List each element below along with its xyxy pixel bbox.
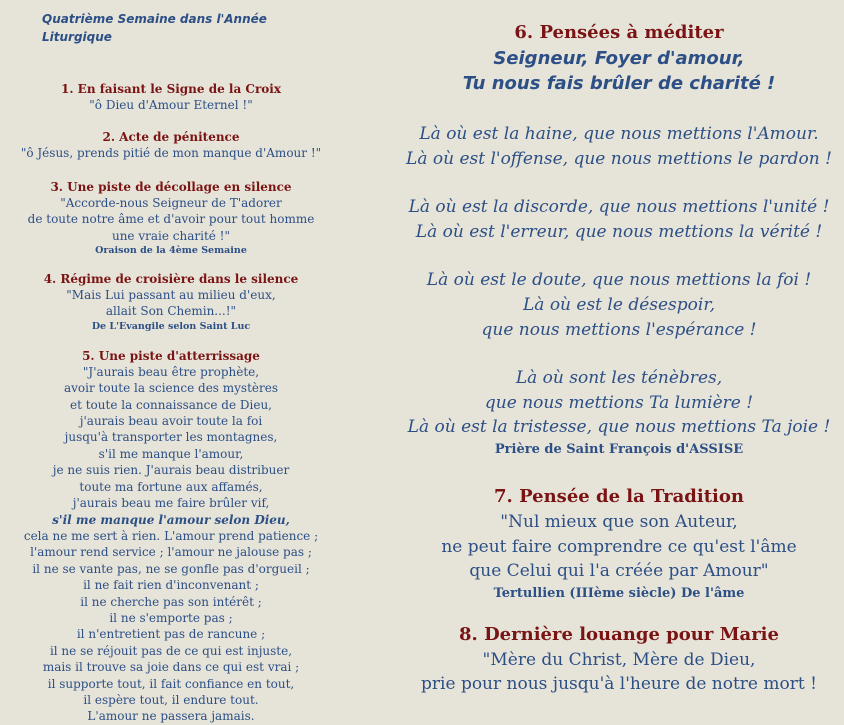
section-title: 1. En faisant le Signe de la Croix [60,82,282,96]
source-citation: Prière de Saint François d'ASSISE [494,441,744,457]
section-meditation [400,20,838,460]
text-line: j'aurais beau avoir toute la foi [79,414,263,429]
landing-lines-b [6,528,336,725]
text-line: cela ne me sert à rien. L'amour prend patience ; [23,528,319,543]
section-landing [6,348,336,725]
section-penitence [6,129,336,161]
quote-line: ne peut faire comprendre ce qu'est l'âme [441,536,797,557]
prayer-line: Là où est l'offense, que nous mettions le pardon ! [406,148,832,169]
text-line: avoir toute la science des mystères [63,381,279,396]
prayer-line: Là où sont les ténèbres, [515,368,723,389]
text-line: de toute notre âme et d'avoir pour tout homme [27,212,315,227]
subtitle-line: Tu nous fais brûler de charité ! [462,73,776,94]
text-line: il espère tout, il endure tout. [83,692,259,707]
section-title: 7. Pensée de la Tradition [494,485,744,507]
source-citation: Tertullien (IIIème siècle) De l'âme [493,585,745,601]
text-line: il ne s'emporte pas ; [109,610,233,625]
prayer-line: que nous mettions Ta lumière ! [484,392,754,413]
prayer-line: que nous mettions l'espérance ! [481,319,757,340]
text-line: allait Son Chemin...!" [105,304,237,319]
quote-line: "Mère du Christ, Mère de Dieu, [482,649,756,670]
quote-line: "Nul mieux que son Auteur, [500,511,738,532]
section-tradition [400,484,838,604]
section-title: 2. Acte de pénitence [102,130,240,145]
text-line: mais il trouve sa joie dans ce qui est vrai ; [42,660,300,675]
quote-line: prie pour nous jusqu'à l'heure de notre mort ! [421,674,817,695]
text-line: il ne se vante pas, ne se gonfle pas d'orgueil ; [32,561,310,576]
section-cruise [6,271,336,334]
source-citation: De L'Evangile selon Saint Luc [91,320,251,332]
text-line: "Mais Lui passant au milieu d'eux, [66,288,276,303]
left-column [6,10,336,725]
landing-lines-a [6,364,336,512]
section-title: 4. Régime de croisière dans le silence [43,272,299,287]
text-line: "J'aurais beau être prophète, [82,364,260,379]
subtitle-line: Seigneur, Foyer d'amour, [493,48,745,69]
prayer-line: Là où est la tristesse, que nous mettions Ta joie ! [407,417,831,438]
text-line: il ne fait rien d'inconvenant ; [83,578,259,593]
right-column [400,20,838,697]
emphasis-line: s'il me manque l'amour selon Dieu, [52,512,290,527]
text-line: il ne se réjouit pas de ce qui est injuste, [49,643,293,658]
section-sign-of-cross [6,81,336,113]
text-line: "ô Dieu d'Amour Eternel !" [89,98,253,112]
text-line: il supporte tout, il fait confiance en tout, [47,676,295,691]
prayer-line: Là où est l'erreur, que nous mettions la vérité ! [415,221,823,242]
text-line: je ne suis rien. J'aurais beau distribuer [52,463,290,478]
section-takeoff [6,179,336,258]
text-line: il ne cherche pas son intérêt ; [80,594,262,609]
prayer-line: Là où est la haine, que nous mettions l'Amour. [419,124,819,144]
text-line: et toute la connaissance de Dieu, [70,397,272,412]
section-title: 3. Une piste de décollage en silence [50,179,292,194]
prayer-line: Là où est le désespoir, [522,294,715,315]
text-line: "ô Jésus, prends pitié de mon manque d'Amour !" [20,146,322,161]
section-title: 8. Dernière louange pour Marie [459,623,779,645]
text-line: s'il me manque l'amour, [98,446,244,461]
text-line: L'amour ne passera jamais. [87,709,255,724]
text-line: j'aurais beau me faire brûler vif, [72,496,270,511]
text-line: l'amour rend service ; l'amour ne jalouse pas ; [30,545,312,560]
prayer-line: Là où est le doute, que nous mettions la foi ! [426,270,812,291]
text-line: il n'entretient pas de rancune ; [76,627,266,642]
prayer-line: Là où est la discorde, que nous mettions l'unité ! [408,197,830,218]
text-line: "Accorde-nous Seigneur de T'adorer [60,195,282,210]
text-line: toute ma fortune aux affamés, [79,479,263,494]
quote-line: que Celui qui l'a créée par Amour" [469,561,769,582]
section-title: 6. Pensées à méditer [514,22,724,43]
page-title: Quatrième Semaine dans l'Année Liturgique [42,12,267,44]
section-mary [400,622,838,697]
section-title: 5. Une piste d'atterrissage [82,348,260,363]
text-line: jusqu'à transporter les montagnes, [64,430,278,445]
source-citation: Oraison de la 4ème Semaine [95,245,247,257]
text-line: une vraie charité !" [111,228,231,243]
